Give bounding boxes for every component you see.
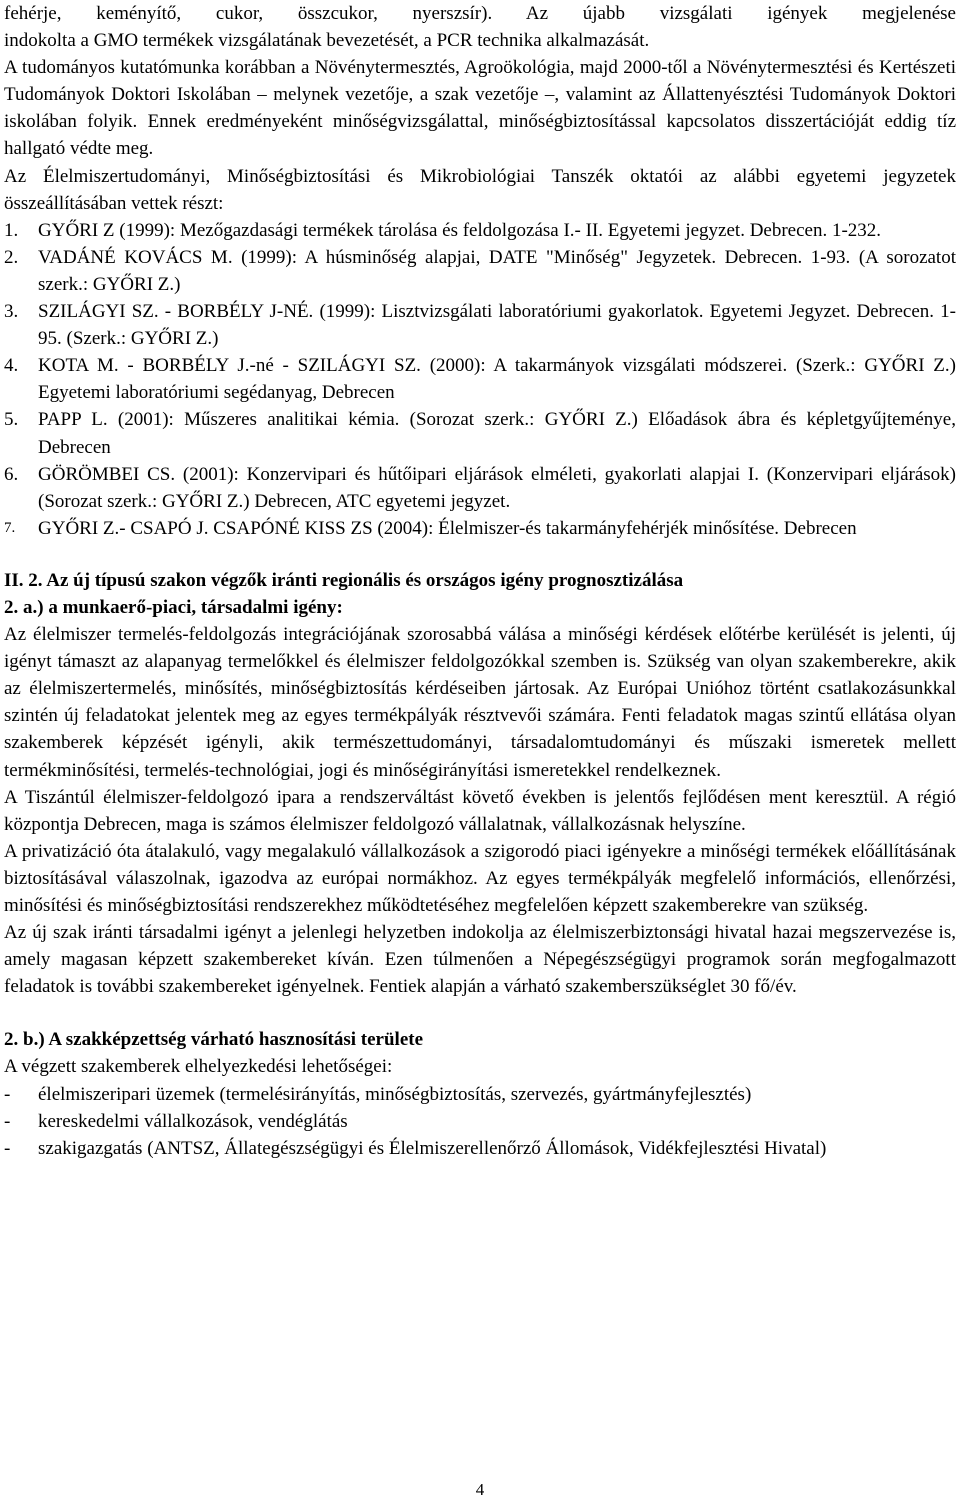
body-paragraph: A Tiszántúl élelmiszer-feldolgozó ipara a rendszerváltást követő években is jelentős fejlődésen ment keresztül. A régió központja Debrecen, maga is számos élelmiszer feldolgozó vállalatnak, vállalkozásnak helyszíne. xyxy=(4,786,956,835)
intro-line-1: fehérje, keményítő, cukor, összcukor, nyerszsír). Az újabb vizsgálati igények megjelenése xyxy=(4,3,956,24)
body-paragraph: A privatizáció óta átalakuló, vagy megalakuló vállalkozások a szigorodó piaci igényekre a minőségi termékek előállításának biztosításával válaszolnak, igazodva az európai normákhoz. Az egyes termékpályák megfelelő információs, ellenőrzési, minősítési és minőségbiztosítási rendszerekhez működtetéséhez megfelelően képzett szakemberekre van szükség. xyxy=(4,840,956,916)
reference-text: PAPP L. (2001): Műszeres analitikai kémia. (Sorozat szerk.: GYŐRI Z.) Előadások ábra és képletgyűjteménye, Debrecen xyxy=(38,409,956,458)
list-item xyxy=(4,1081,956,1108)
textbooks-intro-paragraph: Az Élelmiszertudományi, Minőségbiztosítási és Mikrobiológiai Tanszék oktatói az alábbi egyetemi jegyzetek összeállításában vettek részt: xyxy=(4,165,956,214)
reference-text: KOTA M. - BORBÉLY J.-né - SZILÁGYI SZ. (2000): A takarmányok vizsgálati módszerei. (Szerk.: GYŐRI Z.) Egyetemi laboratóriumi segédanyag, Debrecen xyxy=(38,355,956,404)
reference-number: 2. xyxy=(4,246,19,268)
reference-number: 6. xyxy=(4,463,19,485)
list-item-text: kereskedelmi vállalkozások, vendéglátás xyxy=(38,1110,348,1132)
reference-number: 7. xyxy=(4,519,16,536)
reference-item xyxy=(4,461,956,515)
research-paragraph: A tudományos kutatómunka korábban a Növénytermesztés, Agroökológia, majd 2000-től a Növénytermesztési és Kertészeti Tudományok Doktori Iskolában – melynek vezetője, a szak vezetője –, valamint az Állattenyésztési Tudományok Doktori iskolában folyik. Ennek eredményeként minőségvizsgálattal, minőségbiztosítással kapcsolatos disszertációját eddig tíz hallgató védte meg. xyxy=(4,57,956,160)
dash-bullet: - xyxy=(4,1137,11,1159)
employment-intro: A végzett szakemberek elhelyezkedési lehetőségei: xyxy=(4,1056,393,1078)
reference-number: 4. xyxy=(4,355,19,377)
reference-item xyxy=(4,298,956,352)
section-heading: II. 2. Az új típusú szakon végzők iránti regionális és országos igény prognosztizálása xyxy=(4,569,684,591)
body-paragraph: Az élelmiszer termelés-feldolgozás integrációjának szorosabbá válása a minőségi kérdések előtérbe kerülését is jelenti, új igényt támaszt az alapanyag termelőkkel és élelmiszer feldolgozókkal szemben is. Szükség van olyan szakemberekre, akik az élelmiszertermelés, minősítés, minőségbiztosítás kérdéseiben jártosak. Az Európai Unióhoz történt csatlakozásunkkal szintén új feladatokat jelentek meg az egyes termékpályák résztvevői számára. Fenti feladatok magas szintű ellátása olyan szakemberek képzését igényli, akik természettudományi, társadalomtudományi és műszaki ismeretek mellett termékminősítési, termelés-technológiai, jogi és minőségirányítási ismeretekkel rendelkeznek. xyxy=(4,624,956,781)
reference-number: 5. xyxy=(4,409,19,431)
reference-item xyxy=(4,352,956,406)
reference-number: 3. xyxy=(4,301,19,323)
reference-text: GYŐRI Z.- CSAPÓ J. CSAPÓNÉ KISS ZS (2004): Élelmiszer-és takarmányfehérjék minősítése. Debrecen xyxy=(38,517,857,539)
document-page xyxy=(4,0,956,1162)
reference-text: GÖRÖMBEI CS. (2001): Konzervipari és hűtőipari eljárások elméleti, gyakorlati alapjai I. (Konzervipari eljárások) (Sorozat szerk.: GYŐRI Z.) Debrecen, ATC egyetemi jegyzet. xyxy=(38,463,956,512)
reference-number: 1. xyxy=(4,219,19,241)
list-item-text: szakigazgatás (ANTSZ, Állategészségügyi és Élelmiszerellenőrző Állomások, Vidékfejlesztési Hivatal) xyxy=(38,1137,827,1159)
list-item-text: élelmiszeripari üzemek (termelésirányítás, minőségbiztosítás, szervezés, gyártmányfejlesztés) xyxy=(38,1083,752,1105)
page-number: 4 xyxy=(475,1480,485,1499)
reference-item xyxy=(4,515,956,542)
subsection-heading: 2. b.) A szakképzettség várható hasznosítási területe xyxy=(4,1029,424,1051)
subsection-heading: 2. a.) a munkaerő-piaci, társadalmi igény: xyxy=(4,596,343,618)
list-item xyxy=(4,1135,956,1162)
reference-item xyxy=(4,217,956,244)
reference-item xyxy=(4,244,956,298)
dash-bullet: - xyxy=(4,1083,11,1105)
reference-text: GYŐRI Z (1999): Mezőgazdasági termékek tárolása és feldolgozása I.- II. Egyetemi jegyzet. Debrecen. 1-232. xyxy=(38,219,882,241)
dash-bullet: - xyxy=(4,1110,11,1132)
reference-text: SZILÁGYI SZ. - BORBÉLY J-NÉ. (1999): Lisztvizsgálati laboratóriumi gyakorlatok. Egyetemi Jegyzet. Debrecen. 1-95. (Szerk.: GYŐRI Z.) xyxy=(38,301,956,350)
reference-text: VADÁNÉ KOVÁCS M. (1999): A húsminőség alapjai, DATE "Minőség" Jegyzetek. Debrecen. 1-93. (A sorozatot szerk.: GYŐRI Z.) xyxy=(38,246,956,295)
reference-list xyxy=(4,217,956,542)
employment-list xyxy=(4,1081,956,1162)
intro-line-2: indokolta a GMO termékek vizsgálatának bevezetését, a PCR technika alkalmazását. xyxy=(4,30,650,52)
spacer xyxy=(4,542,956,567)
body-paragraph: Az új szak iránti társadalmi igényt a jelenlegi helyzetben indokolja az élelmiszerbiztonsági hivatal hazai megszervezése is, amely magasan képzett szakembereket kíván. Ezen túlmenően a Népegészségügyi programok során megfogalmazott feladatok is további szakembereket igényelnek. Fentiek alapján a várható szakemberszükséglet 30 fő/év. xyxy=(4,922,956,998)
reference-item xyxy=(4,406,956,460)
spacer xyxy=(4,1000,956,1026)
list-item xyxy=(4,1108,956,1135)
